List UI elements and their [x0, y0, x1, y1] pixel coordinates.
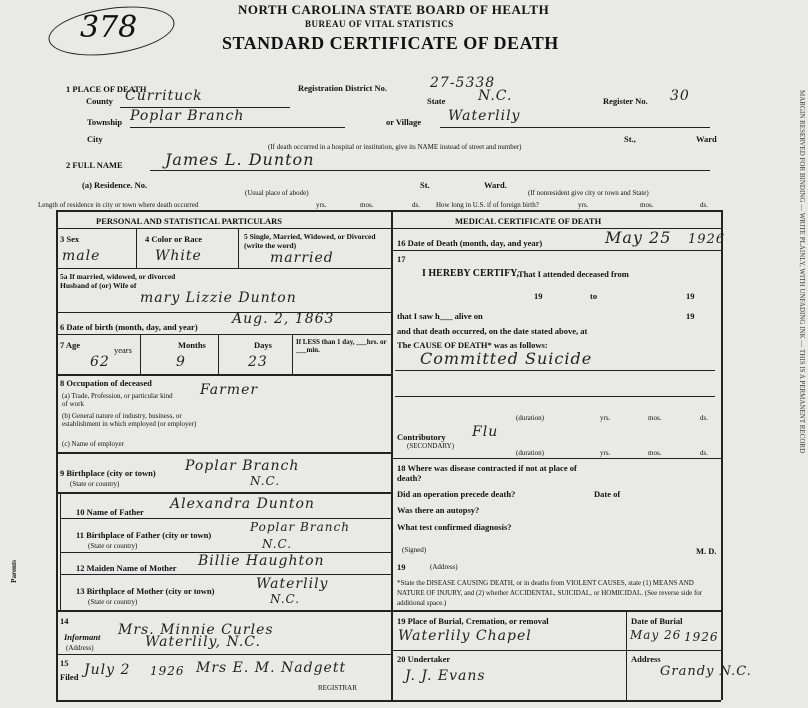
occupation-c-label: (c) Name of employer — [62, 440, 124, 448]
age-years-value: 62 — [90, 354, 110, 370]
age-months-value: 9 — [176, 354, 186, 370]
mother-value: Billie Haughton — [198, 553, 325, 569]
informant-address: Waterlily, N.C. — [145, 634, 261, 650]
place-of-death-label: 1 PLACE OF DEATH — [66, 84, 147, 94]
age-label: 7 Age — [60, 340, 81, 350]
residence-st-label: St. — [420, 180, 430, 190]
mother-bp-sub: (State or country) — [88, 598, 138, 606]
age-days-label: Days — [254, 340, 272, 350]
birthplace-sub: (State or country) — [70, 480, 120, 488]
registrar-label: REGISTRAR — [318, 684, 357, 692]
duration-2-yrs: yrs. — [600, 449, 611, 457]
dod-value: May 25 — [605, 228, 672, 247]
filed-label: Filed — [60, 672, 79, 682]
sex-label: 3 Sex — [60, 234, 80, 244]
personal-section-title: PERSONAL AND STATISTICAL PARTICULARS — [96, 216, 283, 226]
board-title: NORTH CAROLINA STATE BOARD OF HEALTH — [238, 2, 550, 17]
father-bp-sub: (State or country) — [88, 542, 138, 550]
duration-1: (duration) — [516, 414, 544, 422]
burial-date-value: May 26 — [630, 628, 682, 642]
register-label: Register No. — [603, 96, 648, 106]
item-14: 14 — [60, 616, 69, 626]
undertaker-label: 20 Undertaker — [397, 654, 451, 664]
item-17: 17 — [397, 254, 406, 264]
attended-year-to: 19 — [686, 291, 695, 301]
occupation-label: 8 Occupation of deceased — [60, 378, 152, 388]
township-value: Poplar Branch — [130, 108, 245, 124]
item-15: 15 — [60, 658, 69, 668]
age-months-label: Months — [178, 340, 206, 350]
mother-bp-label: 13 Birthplace of Mother (city or town) — [76, 586, 215, 596]
mother-label: 12 Maiden Name of Mother — [76, 563, 177, 573]
saw-alive-label: that I saw h___ alive on — [397, 311, 483, 321]
signed-label: (Signed) — [402, 546, 427, 554]
test-label: What test confirmed diagnosis? — [397, 522, 512, 532]
residence-ward-label: Ward. — [484, 180, 507, 190]
mother-bp-value: Waterlily — [256, 576, 329, 592]
duration-2-ds: ds. — [700, 449, 708, 457]
cause-label: The CAUSE OF DEATH* was as follows: — [397, 340, 548, 350]
occupation-a-label: (a) Trade, Profession, or particular kind of work — [62, 392, 173, 408]
dob-value: Aug. 2, 1863 — [232, 311, 335, 327]
len-mos: mos. — [360, 201, 374, 209]
parents-label: Parents — [10, 560, 18, 583]
dod-label: 16 Date of Death (month, day, and year) — [397, 238, 543, 248]
signed-address-label: (Address) — [430, 563, 458, 571]
filed-value: July 2 — [84, 662, 131, 678]
marital-value: married — [270, 250, 334, 266]
dob-label: 6 Date of birth (month, day, and year) — [60, 322, 198, 332]
binding-margin-note: MARGIN RESERVED FOR BINDING — WRITE PLAINLY, WITH UNFADING INK — THIS IS A PERMANENT RECORD — [798, 90, 806, 454]
residence-label: (a) Residence. No. — [82, 180, 148, 190]
father-bp-label: 11 Birthplace of Father (city or town) — [76, 530, 212, 540]
duration-2-mos: mos. — [648, 449, 662, 457]
saw-alive-year: 19 — [686, 311, 695, 321]
contributory-label: Contributory — [397, 432, 446, 442]
us-yrs: yrs. — [578, 201, 589, 209]
undertaker-value: J. J. Evans — [405, 668, 486, 684]
ward-label: Ward — [696, 134, 717, 144]
registrar-value: Mrs E. M. Nadgett — [196, 660, 347, 676]
reg-district-label: Registration District No. — [298, 83, 387, 93]
us-ds: ds. — [700, 201, 708, 209]
occurred-label: and that death occurred, on the date stated above, at — [397, 326, 588, 336]
md-label: M. D. — [696, 546, 717, 556]
burial-date-label: Date of Burial — [631, 616, 683, 626]
informant-address-label: (Address) — [66, 644, 94, 652]
county-value: Currituck — [125, 88, 203, 104]
len-ds: ds. — [412, 201, 420, 209]
age-days-value: 23 — [248, 354, 268, 370]
q18-label: 18 Where was disease contracted if not at place of death? — [397, 463, 577, 483]
occupation-b-label: (b) General nature of industry, business, or establishment in which employed (or employer) — [62, 412, 197, 428]
st-label: St., — [624, 134, 636, 144]
foreign-birth-label: How long in U.S. if of foreign birth? — [436, 201, 539, 209]
len-yrs: yrs. — [316, 201, 327, 209]
informant-value: Mrs. Minnie Curles — [118, 622, 274, 638]
duration-2: (duration) — [516, 449, 544, 457]
full-name-label: 2 FULL NAME — [66, 160, 123, 170]
sex-value: male — [62, 248, 101, 264]
burial-place-label: 19 Place of Burial, Cremation, or removal — [397, 616, 549, 626]
certify-rest: That I attended deceased from — [518, 269, 629, 279]
medical-section-title: MEDICAL CERTIFICATE OF DEATH — [455, 216, 602, 226]
duration-1-yrs: yrs. — [600, 414, 611, 422]
undertaker-address-value: Grandy N.C. — [660, 664, 752, 679]
duration-1-ds: ds. — [700, 414, 708, 422]
register-value: 30 — [670, 88, 690, 104]
age-years-label: years — [114, 345, 132, 355]
cause-footnote: *State the DISEASE CAUSING DEATH, or in deaths from VIOLENT CAUSES, state (1) MEANS AND NATURE OF INJURY, and (2) whether ACCIDENTAL, SUICIDAL, or HOMICIDAL. (See reverse side for additional space.) — [397, 579, 703, 607]
burial-year: 1926 — [684, 630, 719, 644]
length-residence-label: Length of residence in city or town where death occurred — [38, 201, 199, 209]
hospital-note: (If death occurred in a hospital or institution, give its NAME instead of street and number) — [268, 143, 522, 151]
birthplace-state: N.C. — [250, 474, 281, 488]
occupation-value: Farmer — [200, 382, 259, 398]
operation-date-label: Date of — [594, 489, 621, 499]
mother-bp-state: N.C. — [270, 592, 301, 606]
secondary-label: (SECONDARY) — [407, 442, 455, 450]
file-number: 378 — [80, 10, 138, 45]
marital-label: 5 Single, Married, Widowed, or Divorced (write the word) — [244, 232, 376, 250]
bureau-title: BUREAU OF VITAL STATISTICS — [305, 19, 454, 29]
reg-district-value: 27-5338 — [430, 75, 496, 91]
color-label: 4 Color or Race — [145, 234, 203, 244]
operation-label: Did an operation precede death? — [397, 489, 516, 499]
birthplace-label: 9 Birthplace (city or town) — [60, 468, 156, 478]
color-value: White — [155, 248, 202, 264]
contributory-value: Flu — [472, 424, 499, 440]
informant-label: Informant — [64, 632, 101, 642]
state-value: N.C. — [478, 88, 513, 104]
usual-abode-label: (Usual place of abode) — [245, 189, 309, 197]
dod-year: 1926 — [688, 232, 726, 247]
signed-year: 19 — [397, 562, 406, 572]
village-value: Waterlily — [448, 108, 521, 124]
father-bp-value: Poplar Branch — [250, 520, 350, 534]
undertaker-address-label: Address — [631, 654, 661, 664]
spouse-value: mary Lizzie Dunton — [140, 290, 297, 306]
attended-to: to — [590, 291, 598, 301]
village-label: or Village — [386, 117, 422, 127]
certify-label: I HEREBY CERTIFY, — [422, 268, 519, 279]
less-than-label: If LESS than 1 day, ___hrs. or ___min. — [296, 338, 387, 354]
father-bp-state: N.C. — [262, 537, 293, 551]
attended-year-from: 19 — [534, 291, 543, 301]
us-mos: mos. — [640, 201, 654, 209]
township-label: Township — [87, 117, 123, 127]
duration-1-mos: mos. — [648, 414, 662, 422]
state-label: State — [427, 96, 446, 106]
birthplace-value: Poplar Branch — [185, 458, 300, 474]
father-label: 10 Name of Father — [76, 507, 144, 517]
autopsy-label: Was there an autopsy? — [397, 505, 480, 515]
certificate-title: STANDARD CERTIFICATE OF DEATH — [222, 33, 559, 53]
nonresident-label: (If nonresident give city or town and State) — [528, 189, 649, 197]
filed-year: 1926 — [150, 664, 185, 678]
spouse-label: 5a If married, widowed, or divorced Husband of (or) Wife of — [60, 272, 176, 290]
city-label: City — [87, 134, 103, 144]
county-label: County — [86, 96, 113, 106]
cause-value: Committed Suicide — [420, 349, 593, 368]
full-name-value: James L. Dunton — [165, 150, 315, 169]
father-value: Alexandra Dunton — [170, 496, 315, 512]
burial-place-value: Waterlily Chapel — [398, 628, 532, 644]
